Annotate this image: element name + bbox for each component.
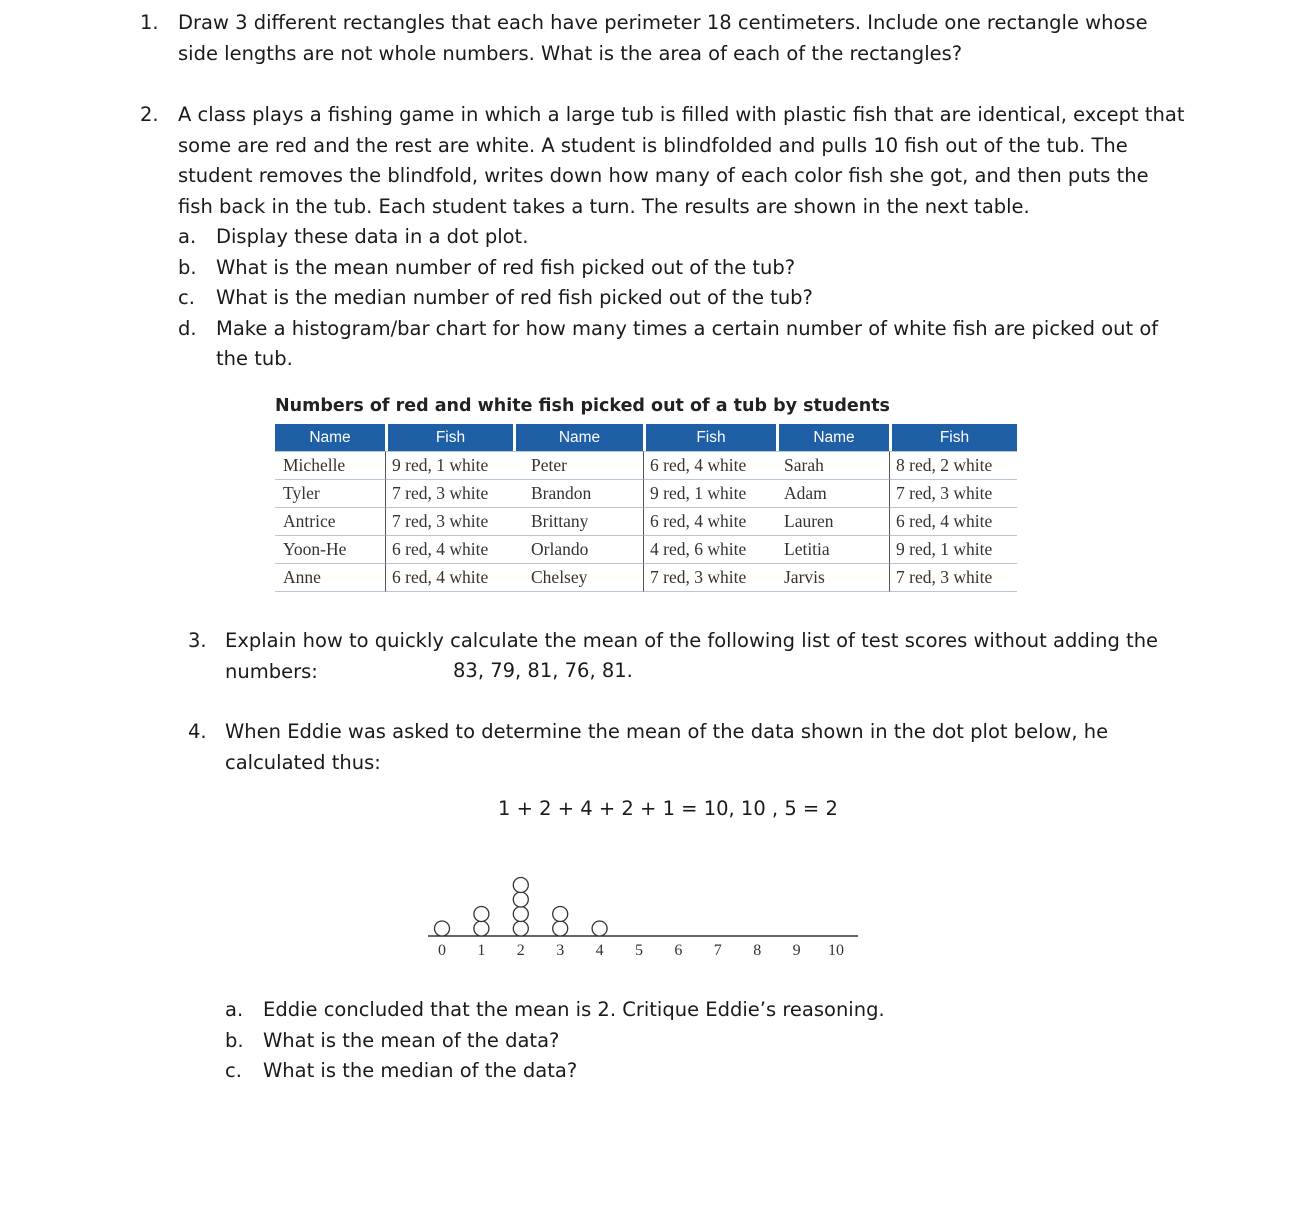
cell-name: Antrice [275,508,385,536]
col-header-fish: Fish [643,424,776,451]
q1-line: side lengths are not whole numbers. What is the area of each of the rectangles? [178,41,963,65]
q4-part-letter: c. [225,1059,242,1082]
cell-fish: 6 red, 4 white [385,564,513,592]
cell-name: Chelsey [513,564,643,592]
cell-name: Jarvis [776,564,889,592]
dot-point [474,921,489,936]
tick-label: 4 [595,942,604,959]
tick-label: 7 [713,942,722,959]
cell-fish: 7 red, 3 white [385,508,513,536]
q2-part-d-cont: the tub. [216,347,293,370]
table-row [275,536,1017,564]
q4-number: 4. [188,720,207,743]
q2-part-a: Display these data in a dot plot. [216,225,529,248]
cell-name: Yoon-He [275,536,385,564]
col-header-fish: Fish [385,424,513,451]
q3-line: Explain how to quickly calculate the mean of the following list of test scores without adding the [225,629,1159,652]
cell-fish: 6 red, 4 white [643,508,776,536]
q4-part-b: What is the mean of the data? [263,1028,560,1052]
cell-name: Adam [776,480,889,508]
q2-part-letter: b. [178,255,197,279]
dot-point [553,907,568,922]
cell-fish: 6 red, 4 white [385,536,513,564]
tick-label: 1 [477,942,486,959]
cell-name: Orlando [513,536,643,564]
table-title: Numbers of red and white fish picked out of a tub by students [275,396,890,416]
q2-line: some are red and the rest are white. A student is blindfolded and pulls 10 fish out of the tub. The [178,133,1128,157]
q4-text [225,717,1108,778]
q2-text [178,100,1184,222]
cell-fish: 7 red, 3 white [385,480,513,508]
cell-fish: 7 red, 3 white [643,564,776,592]
dot-point [592,921,607,936]
q4-part-letters [225,995,244,1087]
q4-line: When Eddie was asked to determine the mean of the data shown in the dot plot below, he [225,720,1109,743]
tick-label: 3 [556,942,565,959]
tick-label: 8 [753,942,762,959]
q4-line: calculated thus: [225,750,381,774]
q4-part-letter: b. [225,1028,244,1052]
cell-name: Lauren [776,508,889,536]
q2-parts [216,222,1158,375]
q1-line: Draw 3 different rectangles that each have perimeter 18 centimeters. Include one rectangle whose [178,11,1148,34]
q2-number: 2. [140,103,159,126]
cell-fish: 6 red, 4 white [889,508,1017,536]
q2-part-d: Make a histogram/bar chart for how many times a certain number of white fish are picked out of [216,316,1159,340]
dot-point [513,878,528,893]
q2-part-letters [178,222,197,344]
tick-label: 5 [635,942,643,959]
cell-fish: 9 red, 1 white [889,536,1017,564]
dot-plot [420,855,870,965]
q3-text [225,626,1158,687]
q1-text [178,8,1148,69]
cell-name: Brittany [513,508,643,536]
q3-scores: 83, 79, 81, 76, 81. [453,659,633,682]
cell-fish: 4 red, 6 white [643,536,776,564]
tick-label: 9 [792,942,801,959]
cell-name: Tyler [275,480,385,508]
q2-part-b: What is the mean number of red fish picked out of the tub? [216,255,796,279]
cell-fish: 7 red, 3 white [889,564,1017,592]
dot-point [513,907,528,922]
q2-line: A class plays a fishing game in which a large tub is filled with plastic fish that are identical, except that [178,103,1185,126]
q4-part-letter: a. [225,998,244,1021]
q4-parts [263,995,885,1087]
dot-plot-ticks [438,942,844,959]
table-row [275,564,1017,592]
tick-label: 2 [516,942,525,959]
dot-point [474,907,489,922]
q4-part-a: Eddie concluded that the mean is 2. Critique Eddie’s reasoning. [263,998,885,1021]
dot-point [513,892,528,907]
q2-part-c: What is the median number of red fish picked out of the tub? [216,286,813,309]
table-row [275,480,1017,508]
cell-name: Letitia [776,536,889,564]
q2-part-letter: a. [178,225,197,248]
table-header-row [275,424,1017,451]
cell-name: Anne [275,564,385,592]
col-header-name: Name [513,424,643,451]
q2-line: student removes the blindfold, writes down how many of each color fish she got, and then puts the [178,164,1149,187]
dot-plot-dots [435,878,608,937]
dot-point [553,921,568,936]
cell-fish: 8 red, 2 white [889,451,1017,480]
tick-label: 0 [438,942,446,959]
cell-fish: 9 red, 1 white [385,451,513,480]
cell-fish: 6 red, 4 white [643,451,776,480]
cell-name: Brandon [513,480,643,508]
cell-fish: 7 red, 3 white [889,480,1017,508]
table-row [275,451,1017,480]
col-header-name: Name [776,424,889,451]
eddie-equation: 1 + 2 + 4 + 2 + 1 = 10, 10 , 5 = 2 [498,797,838,820]
q3-line: numbers: [225,659,318,683]
q1-number: 1. [140,11,159,34]
q2-line: fish back in the tub. Each student takes a turn. The results are shown in the next table. [178,194,1030,218]
q2-part-letter: d. [178,316,197,340]
dot-point [513,921,528,936]
cell-fish: 9 red, 1 white [643,480,776,508]
tick-label: 10 [828,942,844,959]
tick-label: 6 [674,942,683,959]
cell-name: Peter [513,451,643,480]
cell-name: Michelle [275,451,385,480]
q3-number: 3. [188,629,207,652]
q2-part-letter: c. [178,286,195,309]
col-header-fish: Fish [889,424,1017,451]
q4-part-c: What is the median of the data? [263,1059,578,1082]
col-header-name: Name [275,424,385,451]
table-row [275,508,1017,536]
cell-name: Sarah [776,451,889,480]
dot-point [435,921,450,936]
fish-table [275,424,1017,592]
